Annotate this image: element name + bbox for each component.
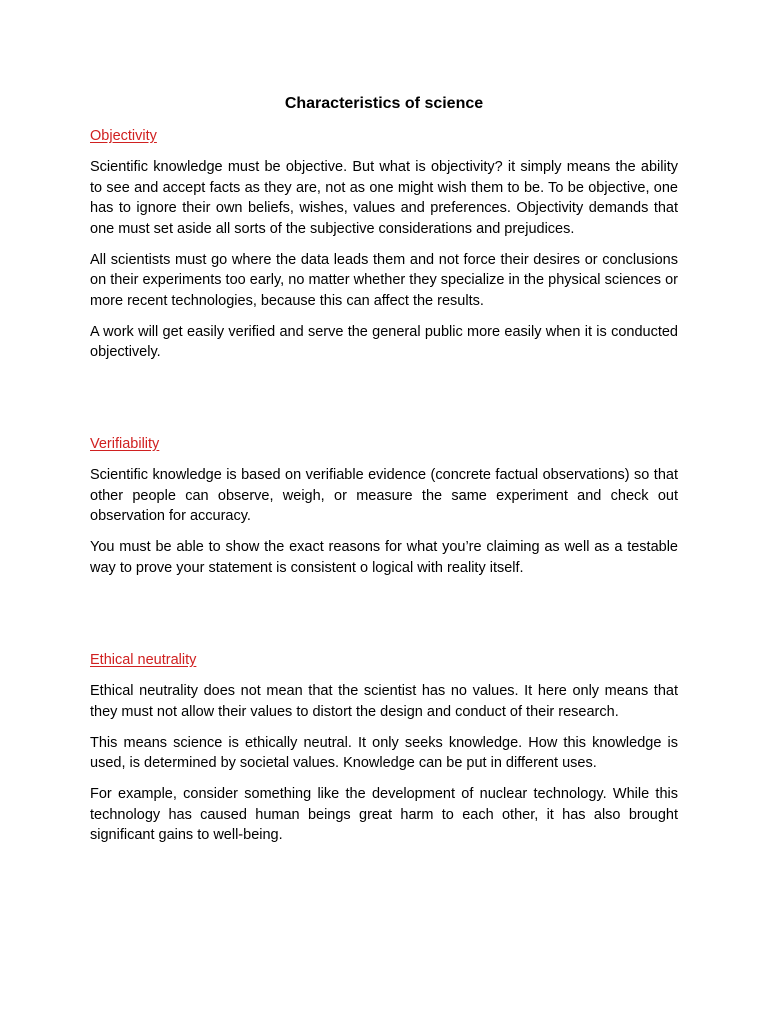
section-ethical-neutrality	[90, 650, 678, 856]
paragraph: You must be able to show the exact reasons for what you’re claiming as well as a testable way to prove your statement is consistent o logical with reality itself.	[90, 539, 678, 576]
section-heading-verifiability: Verifiability	[90, 436, 160, 452]
paragraph: Scientific knowledge must be objective. But what is objectivity? it simply means the ability to see and accept facts as they are, not as one might wish them to be. To be objective, one has to ignore their own beliefs, wishes, values and preferences. Objectivity demands that one must set aside all sorts of the subjective considerations and prejudices.	[90, 159, 678, 237]
section-objectivity	[90, 126, 678, 373]
paragraph: All scientists must go where the data leads them and not force their desires or conclusions on their experiments too early, no matter whether they specialize in the physical sciences or more recent technologies, because this can affect the results.	[90, 251, 678, 309]
section-heading-ethical-neutrality: Ethical neutrality	[90, 652, 197, 668]
paragraph: Scientific knowledge is based on verifiable evidence (concrete factual observations) so that other people can observe, weigh, or measure the same experiment and check out observation for accuracy.	[90, 467, 678, 524]
section-heading-objectivity: Objectivity	[90, 128, 157, 144]
section-verifiability	[90, 434, 678, 589]
paragraph: A work will get easily verified and serve the general public more easily when it is conducted objectively.	[90, 323, 678, 360]
paragraph: This means science is ethically neutral. It only seeks knowledge. How this knowledge is used, is determined by societal values. Knowledge can be put in different uses.	[90, 734, 678, 771]
document-title: Characteristics of science	[284, 95, 484, 112]
paragraph: Ethical neutrality does not mean that the scientist has no values. It here only means that they must not allow their values to distort the design and conduct of their research.	[90, 683, 678, 720]
paragraph: For example, consider something like the development of nuclear technology. While this technology has caused human beings great harm to each other, it has also brought significant gains to well-being.	[90, 786, 678, 843]
